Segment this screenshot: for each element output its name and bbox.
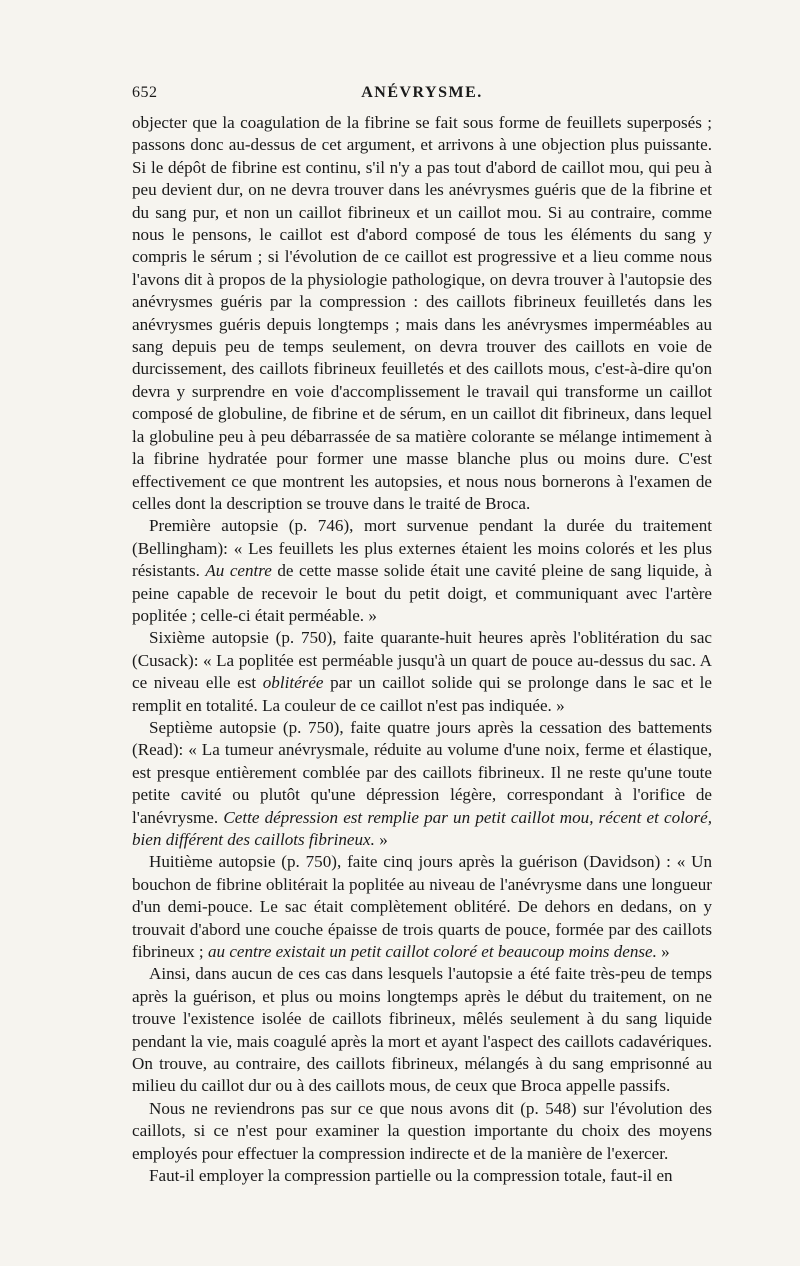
italic-text: au centre existait un petit caillot coloré et beaucoup moins dense. bbox=[207, 942, 657, 962]
text-run: Nous ne reviendrons pas sur ce que nous avons dit (p. 548) sur l'évolution des caillots, si ce n'est pour examiner la question importante du choix des moyens employés pour effectuer la compression indirecte et de la manière de l'exercer. bbox=[132, 1098, 712, 1163]
paragraph bbox=[132, 112, 712, 515]
italic-text: Au centre bbox=[205, 561, 272, 581]
text-run: » bbox=[656, 942, 670, 962]
text-run: de cette masse solide était une cavité pleine de sang liquide, à peine capable de recevoir le bout du petit doigt, et communiquant avec l'artère poplitée ; celle-ci était perméable. » bbox=[132, 561, 712, 625]
text-run: par un caillot solide qui se prolonge dans le sac et le remplit en totalité. La couleur de ce caillot n'est pas indiquée. » bbox=[132, 673, 713, 715]
text-run: » bbox=[374, 830, 388, 849]
running-head bbox=[132, 84, 712, 108]
italic-text: oblitérée bbox=[262, 673, 324, 693]
text-run: Ainsi, dans aucun de ces cas dans lesquels l'autopsie a été faite très-peu de temps après la guérison, et plus ou moins longtemps après le début du traitement, on ne trouve l'existence isolée de caillots fibrineux, mêlés seulement à du sang liquide pendant la vie, mais coagulé après la mort et ayant l'aspect des caillots cadavériques. On trouve, au contraire, des caillots fibrineux, mélangés à du sang emprisonné au milieu du caillot dur ou à des caillots mous, de ceux que Broca appelle passifs. bbox=[132, 964, 712, 1096]
text-run: Sixième autopsie (p. 750), faite quarante-huit heures après l'oblitération du sac (Cusack): « La poplitée est perméable jusqu'à un quart de pouce au-dessus du sac. A ce niveau elle est bbox=[132, 628, 712, 693]
body-text bbox=[132, 112, 712, 1188]
paragraph bbox=[132, 627, 712, 717]
paragraph bbox=[132, 1165, 712, 1187]
page-number: 652 bbox=[132, 84, 158, 101]
paragraph bbox=[132, 1098, 712, 1165]
italic-text: Cette dépression est remplie par un petit caillot mou, récent et coloré, bien différent des caillots fibrineux. bbox=[132, 807, 712, 849]
text-run: Septième autopsie (p. 750), faite quatre jours après la cessation des battements (Read): « La tumeur anévrysmale, réduite au volume d'une noix, ferme et élastique, est presque entièrement comblée par des caillots fibrineux. Il ne reste qu'une toute petite cavité ou plutôt qu'une dépression légère, correspondant à l'orifice de l'anévrysme. bbox=[132, 717, 712, 827]
text-run: Huitième autopsie (p. 750), faite cinq jours après la guérison (Davidson) : « Un bouchon de fibrine oblitérait la poplitée au niveau de l'anévrysme dans une longueur d'un demi-pouce. Le sac était complètement oblitéré. De dehors en dedans, on y trouvait d'abord une couche épaisse de trois quarts de pouce, formée par des caillots fibrineux ; bbox=[132, 852, 712, 962]
text-run: objecter que la coagulation de la fibrine se fait sous forme de feuillets superposés ; passons donc au-dessus de cet argument, et arrivons à une objection plus puissante. Si le dépôt de fibrine est continu, s'il n'y a pas tout d'abord de caillot mou, qui peu à peu devient dur, on ne devra trouver dans les anévrysmes guéris que de la fibrine et du sang pur, et non un caillot fibrineux et un caillot mou. Si au contraire, comme nous le pensons, le caillot est d'abord composé de tous les éléments du sang y compris le sérum ; si l'évolution de ce caillot est progressive et a lieu comme nous l'avons dit à propos de la physiologie pathologique, on devra trouver à l'autopsie des anévrysmes guéris par la compression : des caillots fibrineux feuilletés dans les anévrysmes guéris depuis longtemps ; mais dans les anévrysmes imperméables au sang depuis peu de temps seulement, on devra trouver des caillots en voie de durcissement, des caillots fibrineux feuilletés et des caillots mous, c'est-à-dire qu'on devra y surprendre en voie d'accomplissement le travail qui transforme un caillot composé de globuline, de fibrine et de sérum, en un caillot dit fibrineux, dans lequel la globuline peu à peu débarrassée de sa matière colorante se mélange intimement à la fibrine hydratée pour former une masse blanche plus ou moins dure. C'est effectivement ce que montrent les autopsies, et nous nous bornerons à l'examen de celles dont la description se trouve dans le traité de Broca. bbox=[132, 113, 712, 513]
paragraph bbox=[132, 717, 712, 851]
paragraph bbox=[132, 963, 712, 1097]
paragraph bbox=[132, 515, 712, 627]
text-run: Première autopsie (p. 746), mort survenue pendant la durée du traitement (Bellingham): « Les feuillets les plus externes étaient les moins colorés et les plus résistants. bbox=[132, 516, 712, 581]
paragraph bbox=[132, 851, 712, 963]
running-title: ANÉVRYSME. bbox=[361, 84, 483, 101]
text-run: Faut-il employer la compression partielle ou la compression totale, faut-il en bbox=[149, 1166, 673, 1186]
